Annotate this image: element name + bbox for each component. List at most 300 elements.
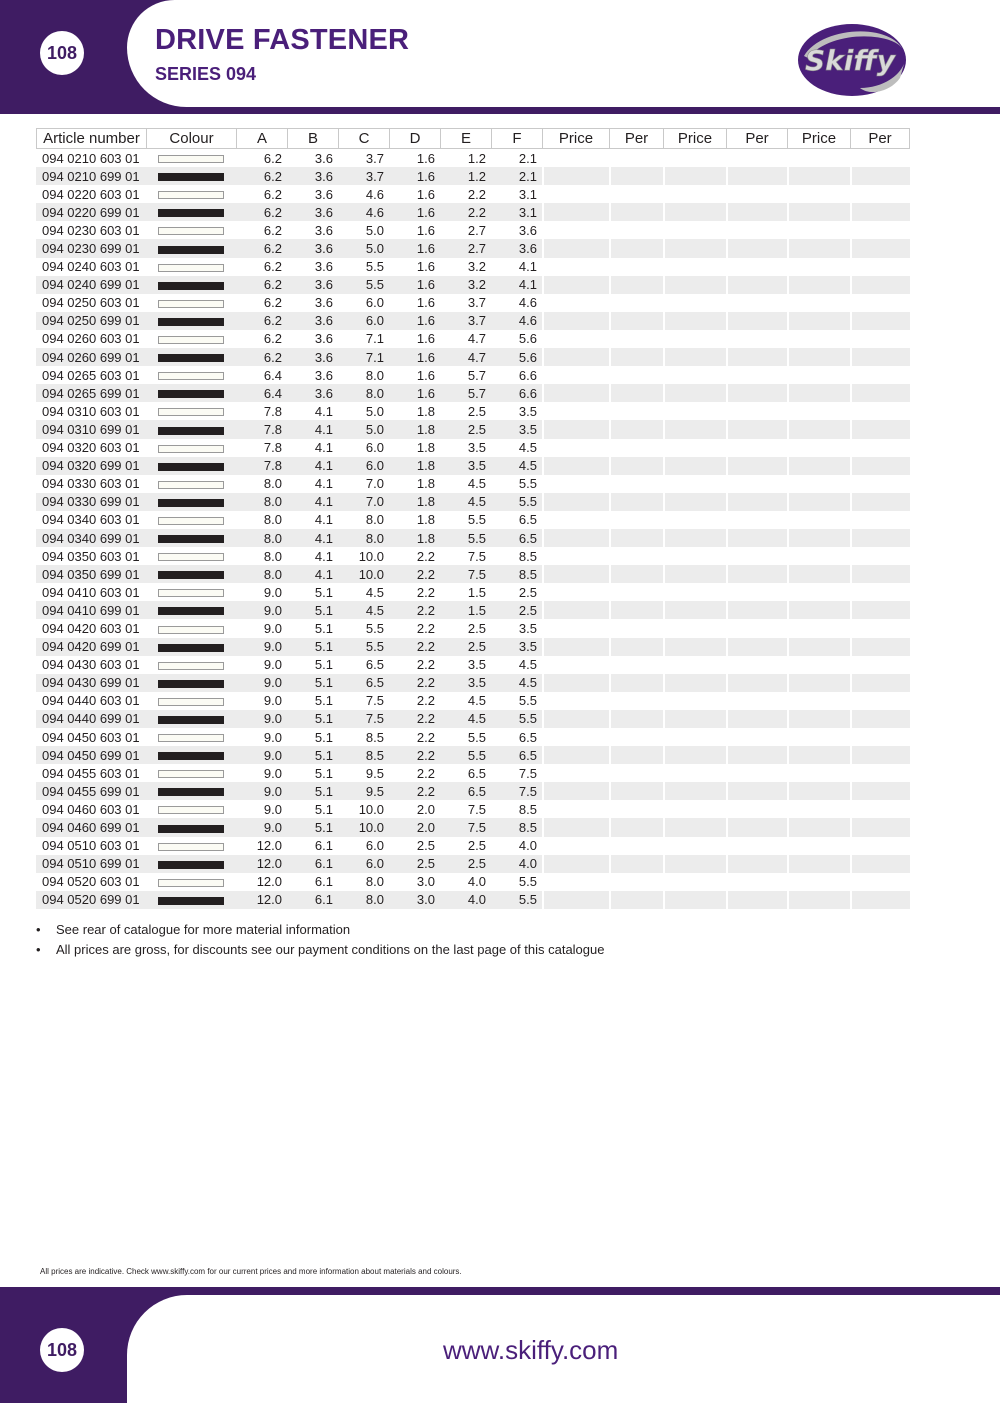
per-cell [726, 656, 787, 674]
colour-swatch-white [158, 408, 224, 416]
dimension-d-cell: 2.2 [389, 674, 440, 692]
colour-cell [146, 384, 236, 402]
dimension-f-cell: 3.6 [491, 239, 542, 257]
price-cell [787, 312, 850, 330]
dimension-f-cell: 3.6 [518, 222, 537, 238]
dimension-a-cell: 12.0 [236, 855, 287, 873]
per-cell [609, 312, 663, 330]
dimension-d-cell: 2.5 [389, 855, 440, 873]
dimension-f-cell: 4.6 [518, 295, 537, 311]
price-cell [787, 239, 850, 257]
article-number-cell: 094 0210 699 01 [36, 167, 146, 185]
article-number-cell: 094 0320 699 01 [36, 457, 146, 475]
dimension-a-cell: 6.2 [236, 167, 287, 185]
per-cell [609, 439, 663, 457]
dimension-a-cell: 6.2 [236, 276, 287, 294]
price-cell [542, 710, 609, 728]
dimension-d-cell: 1.6 [416, 150, 435, 166]
per-cell [726, 746, 787, 764]
per-cell [609, 475, 663, 493]
dimension-b-cell: 3.6 [287, 203, 338, 221]
price-cell [787, 294, 850, 312]
price-cell [663, 638, 726, 656]
colour-cell [146, 565, 236, 583]
per-cell [609, 203, 663, 221]
per-cell [609, 800, 663, 818]
table-row [36, 746, 910, 764]
bullet: • [36, 922, 41, 937]
dimension-e-cell: 2.5 [467, 838, 486, 854]
price-cell [787, 891, 850, 909]
colour-swatch-white [158, 227, 224, 235]
per-cell [609, 855, 663, 873]
colour-cell [146, 873, 236, 891]
dimension-a-cell: 12.0 [256, 874, 282, 890]
table-row [36, 348, 910, 366]
dimension-f-cell: 4.1 [491, 276, 542, 294]
dimension-b-cell: 5.1 [314, 620, 333, 636]
dimension-f-cell: 6.5 [518, 729, 537, 745]
dimension-d-cell: 2.2 [416, 765, 435, 781]
per-cell [609, 348, 663, 366]
per-cell [850, 656, 910, 674]
dimension-c-cell: 8.0 [338, 384, 389, 402]
dimension-c-cell: 6.5 [338, 674, 389, 692]
per-cell [609, 420, 663, 438]
dimension-b-cell: 6.1 [314, 874, 333, 890]
dimension-d-cell: 2.0 [416, 801, 435, 817]
page-title: DRIVE FASTENER [155, 24, 410, 56]
colour-swatch-white [158, 626, 224, 634]
price-cell [787, 782, 850, 800]
column-header: D [389, 128, 440, 149]
dimension-b-cell: 4.1 [287, 565, 338, 583]
per-cell [850, 239, 910, 257]
note-text: See rear of catalogue for more material information [56, 922, 351, 937]
price-cell [787, 583, 850, 601]
price-cell [542, 402, 609, 420]
dimension-f-cell: 5.5 [491, 493, 542, 511]
dimension-a-cell: 7.8 [236, 420, 287, 438]
price-cell [787, 855, 850, 873]
price-cell [542, 493, 609, 511]
per-cell [609, 276, 663, 294]
dimension-c-cell: 7.1 [365, 331, 384, 347]
price-cell [787, 167, 850, 185]
per-cell [726, 873, 787, 891]
table-row [36, 547, 910, 565]
per-cell [609, 728, 663, 746]
website-link[interactable]: www.skiffy.com [443, 1335, 619, 1365]
per-cell [609, 366, 663, 384]
dimension-c-cell: 5.5 [338, 638, 389, 656]
per-cell [609, 656, 663, 674]
dimension-a-cell: 9.0 [236, 782, 287, 800]
price-cell [542, 475, 609, 493]
column-header: Price [542, 128, 609, 149]
price-cell [542, 221, 609, 239]
colour-swatch-black [158, 318, 224, 326]
per-cell [609, 221, 663, 239]
table-row [36, 294, 910, 312]
article-number-cell: 094 0250 603 01 [42, 295, 140, 311]
colour-swatch-black [158, 427, 224, 435]
note-text: All prices are gross, for discounts see our payment conditions on the last page of this catalogue [56, 942, 605, 957]
table-row [36, 276, 910, 294]
article-number-cell: 094 0450 699 01 [36, 746, 146, 764]
table-row [36, 203, 910, 221]
per-cell [726, 728, 787, 746]
per-cell [726, 203, 787, 221]
colour-cell [146, 420, 236, 438]
per-cell [850, 818, 910, 836]
per-cell [726, 529, 787, 547]
price-cell [787, 366, 850, 384]
table-row [36, 656, 910, 674]
column-header: Price [787, 128, 850, 149]
dimension-f-cell: 3.1 [491, 203, 542, 221]
colour-swatch-black [158, 788, 224, 796]
colour-cell [146, 547, 236, 565]
per-cell [850, 493, 910, 511]
article-number-cell: 094 0430 603 01 [42, 657, 140, 673]
price-cell [663, 276, 726, 294]
dimension-b-cell: 3.6 [314, 222, 333, 238]
dimension-f-cell: 4.1 [518, 259, 537, 275]
table-row [36, 891, 910, 909]
table-row [36, 674, 910, 692]
article-number-cell: 094 0310 603 01 [42, 403, 140, 419]
price-cell [787, 420, 850, 438]
dimension-c-cell: 4.5 [365, 584, 384, 600]
dimension-c-cell: 5.0 [338, 420, 389, 438]
dimension-b-cell: 3.6 [314, 259, 333, 275]
dimension-c-cell: 5.0 [365, 222, 384, 238]
dimension-c-cell: 10.0 [358, 801, 384, 817]
per-cell [726, 294, 787, 312]
price-cell [542, 583, 609, 601]
price-cell [542, 764, 609, 782]
dimension-e-cell: 5.7 [467, 367, 486, 383]
price-cell [787, 203, 850, 221]
price-cell [663, 818, 726, 836]
dimension-a-cell: 6.2 [263, 222, 282, 238]
dimension-e-cell: 5.5 [467, 512, 486, 528]
dimension-e-cell: 1.2 [467, 150, 486, 166]
price-cell [663, 239, 726, 257]
price-cell [663, 692, 726, 710]
price-cell [787, 656, 850, 674]
dimension-e-cell: 1.5 [467, 584, 486, 600]
colour-swatch-white [158, 372, 224, 380]
dimension-d-cell: 1.8 [416, 512, 435, 528]
dimension-c-cell: 5.0 [338, 239, 389, 257]
dimension-b-cell: 5.1 [314, 729, 333, 745]
per-cell [726, 565, 787, 583]
price-cell [663, 493, 726, 511]
price-cell [663, 764, 726, 782]
bullet: • [36, 942, 41, 957]
per-cell [850, 475, 910, 493]
colour-swatch-black [158, 607, 224, 615]
per-cell [726, 312, 787, 330]
dimension-d-cell: 2.2 [389, 601, 440, 619]
dimension-d-cell: 2.2 [416, 729, 435, 745]
dimension-b-cell: 3.6 [314, 186, 333, 202]
article-number-cell: 094 0420 699 01 [36, 638, 146, 656]
colour-cell [146, 493, 236, 511]
dimension-c-cell: 4.6 [365, 186, 384, 202]
dimension-c-cell: 10.0 [338, 565, 389, 583]
price-cell [787, 439, 850, 457]
price-cell [542, 674, 609, 692]
dimension-c-cell: 8.0 [338, 891, 389, 909]
per-cell [726, 547, 787, 565]
price-cell [787, 674, 850, 692]
price-cell [542, 800, 609, 818]
per-cell [850, 330, 910, 348]
price-cell [542, 873, 609, 891]
per-cell [850, 692, 910, 710]
table-row [36, 420, 910, 438]
dimension-b-cell: 3.6 [314, 367, 333, 383]
dimension-a-cell: 9.0 [263, 729, 282, 745]
per-cell [726, 221, 787, 239]
per-cell [726, 800, 787, 818]
dimension-e-cell: 2.2 [467, 186, 486, 202]
per-cell [850, 891, 910, 909]
price-cell [787, 330, 850, 348]
dimension-d-cell: 1.8 [389, 420, 440, 438]
price-cell [542, 855, 609, 873]
per-cell [850, 185, 910, 203]
dimension-f-cell: 5.6 [491, 348, 542, 366]
colour-swatch-white [158, 734, 224, 742]
dimension-d-cell: 1.6 [389, 276, 440, 294]
colour-swatch-black [158, 354, 224, 362]
dimension-b-cell: 5.1 [287, 710, 338, 728]
table-row [36, 185, 910, 203]
per-cell [850, 276, 910, 294]
dimension-e-cell: 4.7 [440, 348, 491, 366]
dimension-a-cell: 6.2 [236, 203, 287, 221]
colour-cell [146, 619, 236, 637]
price-cell [787, 837, 850, 855]
dimension-b-cell: 5.1 [287, 638, 338, 656]
article-number-cell: 094 0230 603 01 [42, 222, 140, 238]
dimension-e-cell: 2.5 [467, 620, 486, 636]
price-cell [663, 420, 726, 438]
dimension-c-cell: 6.5 [365, 657, 384, 673]
dimension-e-cell: 2.2 [440, 203, 491, 221]
dimension-d-cell: 1.8 [389, 457, 440, 475]
dimension-e-cell: 7.5 [467, 548, 486, 564]
colour-cell [146, 656, 236, 674]
price-cell [542, 565, 609, 583]
table-row [36, 818, 910, 836]
dimension-a-cell: 7.8 [236, 457, 287, 475]
per-cell [609, 149, 663, 167]
dimension-f-cell: 8.5 [518, 801, 537, 817]
dimension-e-cell: 7.5 [440, 818, 491, 836]
per-cell [850, 800, 910, 818]
price-cell [663, 710, 726, 728]
price-cell [663, 837, 726, 855]
dimension-c-cell: 10.0 [358, 548, 384, 564]
article-number-cell: 094 0265 699 01 [36, 384, 146, 402]
dimension-d-cell: 1.6 [389, 384, 440, 402]
table-row [36, 710, 910, 728]
colour-cell [146, 764, 236, 782]
table-row [36, 619, 910, 637]
dimension-d-cell: 1.6 [389, 239, 440, 257]
per-cell [609, 818, 663, 836]
colour-cell [146, 529, 236, 547]
colour-cell [146, 638, 236, 656]
dimension-e-cell: 5.5 [467, 729, 486, 745]
price-cell [542, 728, 609, 746]
colour-cell [146, 692, 236, 710]
dimension-a-cell: 8.0 [236, 565, 287, 583]
article-number-cell: 094 0410 603 01 [42, 584, 140, 600]
per-cell [609, 638, 663, 656]
price-cell [663, 348, 726, 366]
colour-cell [146, 439, 236, 457]
table-row [36, 439, 910, 457]
price-cell [787, 728, 850, 746]
dimension-f-cell: 4.0 [491, 855, 542, 873]
dimension-d-cell: 2.2 [416, 657, 435, 673]
colour-cell [146, 891, 236, 909]
dimension-e-cell: 3.2 [467, 259, 486, 275]
price-cell [787, 493, 850, 511]
price-cell [787, 149, 850, 167]
dimension-a-cell: 9.0 [236, 601, 287, 619]
price-cell [663, 402, 726, 420]
price-cell [663, 439, 726, 457]
dimension-a-cell: 6.2 [263, 331, 282, 347]
colour-cell [146, 782, 236, 800]
per-cell [609, 402, 663, 420]
dimension-a-cell: 9.0 [236, 638, 287, 656]
per-cell [726, 601, 787, 619]
skiffy-logo [790, 18, 910, 102]
dimension-b-cell: 5.1 [314, 693, 333, 709]
colour-swatch-black [158, 680, 224, 688]
per-cell [609, 710, 663, 728]
dimension-c-cell: 5.5 [338, 276, 389, 294]
dimension-b-cell: 6.1 [314, 838, 333, 854]
dimension-a-cell: 12.0 [256, 838, 282, 854]
dimension-d-cell: 1.6 [416, 295, 435, 311]
per-cell [726, 348, 787, 366]
price-cell [787, 800, 850, 818]
price-cell [542, 619, 609, 637]
dimension-f-cell: 3.1 [518, 186, 537, 202]
dimension-a-cell: 9.0 [263, 657, 282, 673]
dimension-f-cell: 4.5 [518, 440, 537, 456]
table-body [36, 149, 910, 909]
per-cell [609, 511, 663, 529]
price-cell [663, 855, 726, 873]
dimension-e-cell: 1.5 [440, 601, 491, 619]
dimension-d-cell: 2.2 [416, 620, 435, 636]
per-cell [850, 710, 910, 728]
dimension-c-cell: 7.0 [365, 476, 384, 492]
article-number-cell: 094 0320 603 01 [42, 440, 140, 456]
per-cell [609, 583, 663, 601]
dimension-b-cell: 5.1 [287, 782, 338, 800]
dimension-f-cell: 6.5 [491, 746, 542, 764]
price-cell [663, 384, 726, 402]
price-cell [542, 258, 609, 276]
dimension-d-cell: 1.8 [389, 493, 440, 511]
price-cell [787, 547, 850, 565]
dimension-c-cell: 5.5 [365, 259, 384, 275]
dimension-a-cell: 7.8 [263, 440, 282, 456]
colour-swatch-white [158, 336, 224, 344]
table-row [36, 457, 910, 475]
column-header: C [338, 128, 389, 149]
colour-cell [146, 348, 236, 366]
product-table [36, 128, 910, 909]
colour-cell [146, 149, 236, 167]
per-cell [726, 457, 787, 475]
table-row [36, 402, 910, 420]
dimension-f-cell: 5.5 [518, 476, 537, 492]
dimension-c-cell: 7.1 [338, 348, 389, 366]
dimension-e-cell: 4.0 [467, 874, 486, 890]
colour-cell [146, 203, 236, 221]
price-cell [787, 185, 850, 203]
per-cell [850, 384, 910, 402]
dimension-c-cell: 3.7 [365, 150, 384, 166]
price-cell [787, 511, 850, 529]
per-cell [609, 746, 663, 764]
colour-swatch-black [158, 209, 224, 217]
article-number-cell: 094 0350 699 01 [36, 565, 146, 583]
table-row [36, 384, 910, 402]
table-row [36, 782, 910, 800]
colour-cell [146, 800, 236, 818]
price-cell [663, 800, 726, 818]
article-number-cell: 094 0350 603 01 [42, 548, 140, 564]
price-cell [663, 511, 726, 529]
per-cell [609, 565, 663, 583]
colour-swatch-black [158, 246, 224, 254]
dimension-c-cell: 6.0 [365, 440, 384, 456]
per-cell [850, 638, 910, 656]
article-number-cell: 094 0420 603 01 [42, 620, 140, 636]
dimension-b-cell: 5.1 [287, 746, 338, 764]
price-cell [542, 330, 609, 348]
price-cell [663, 619, 726, 637]
per-cell [609, 674, 663, 692]
price-cell [542, 276, 609, 294]
colour-cell [146, 601, 236, 619]
dimension-d-cell: 2.2 [389, 746, 440, 764]
per-cell [850, 457, 910, 475]
per-cell [850, 294, 910, 312]
dimension-c-cell: 7.5 [338, 710, 389, 728]
dimension-b-cell: 4.1 [314, 476, 333, 492]
dimension-e-cell: 4.5 [467, 476, 486, 492]
dimension-f-cell: 6.5 [518, 512, 537, 528]
article-number-cell: 094 0460 603 01 [42, 801, 140, 817]
per-cell [850, 583, 910, 601]
dimension-f-cell: 8.5 [491, 565, 542, 583]
dimension-d-cell: 1.8 [416, 440, 435, 456]
